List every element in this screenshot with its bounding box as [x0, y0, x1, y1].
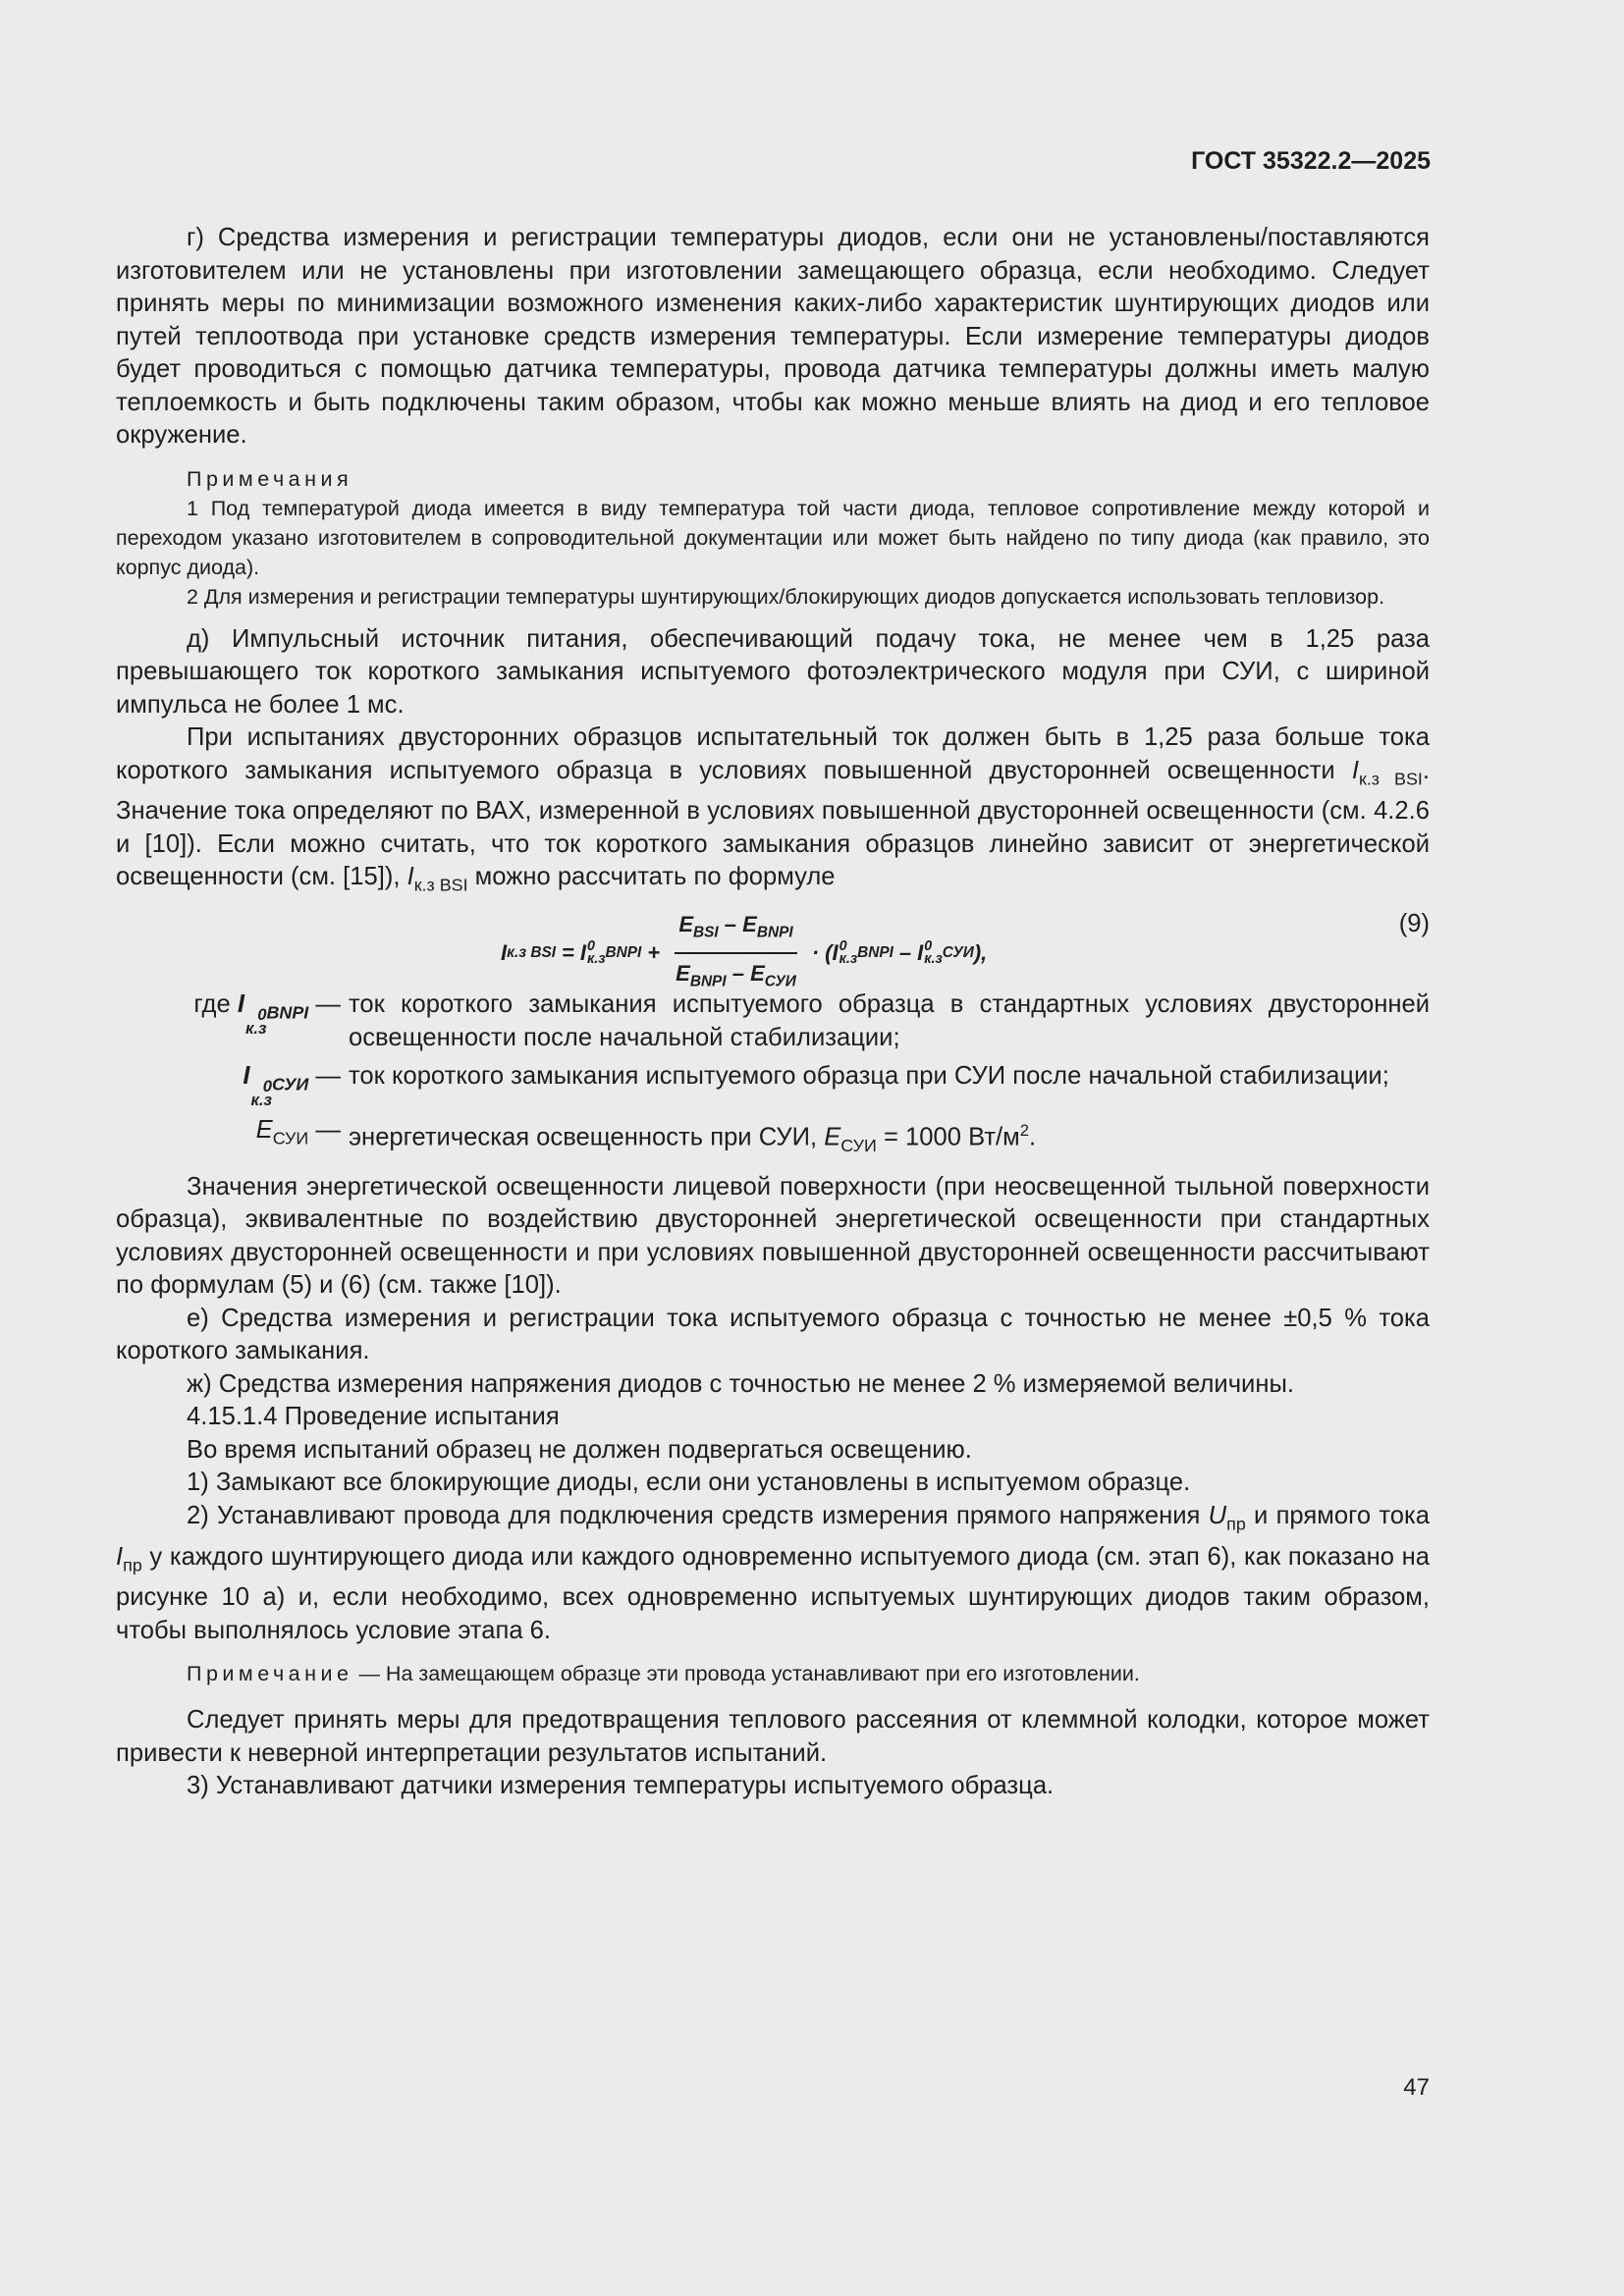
definition-2: I 0 к.з $_{СУИ}$ — ток короткого замыкания испытуемого образца при СУИ после начальной стабилизации; — [243, 1062, 1389, 1110]
paragraph-zh: ж) Средства измерения напряжения диодов с точностью не менее 2 % измеряемой величины. — [187, 1369, 1294, 1398]
notes-title: Примечания — [187, 466, 353, 491]
paragraph-g: г) Средства измерения и регистрации температуры диодов, если они не установлены/поставляются изготовителем или не установлены при изготовлении замещающего образца, если необходимо. Следует принять меры по минимизации возможного изменения каких-либо характеристик шунтирующих диодов или путей теплоотвода при установке средств измерения температуры. Если измерение температуры диодов будет проводиться с помощью датчика температуры, провода датчика температуры должны иметь малую теплоемкость и быть подключены таким образом, чтобы как можно меньше влиять на диод и его тепловое окружение. — [116, 224, 1430, 449]
note-1: 1 Под температурой диода имеется в виду температура той части диода, тепловое сопротивление между которой и переходом указано изготовителем в сопроводительной документации или может быть найдено по типу диода (как правило, это корпус диода). — [116, 496, 1430, 579]
paragraph-no-light: Во время испытаний образец не должен подвергаться освещению. — [187, 1435, 972, 1464]
paragraph-values: Значения энергетической освещенности лицевой поверхности (при неосвещенной тыльной поверхности образца), эквивалентные по воздействию двусторонней энергетической освещенности при стандартных условиях двусторонней освещенности и при условиях повышенной двусторонней освещенности рассчитывают по формулам (5) и (6) (см. также [10]). — [116, 1172, 1430, 1300]
formula-fraction: $\frac{E_{BSI} - E_{BNPI}}{E_{BNPI} - E_{СУИ}}$ — [672, 908, 800, 998]
formula-expression: I к.з BSI = I 0 к.з BNPI + $\frac{E_{BSI} - E_{BNPI}}{E_{BNPI} - E_{СУИ}}$ · ( I 0 к.з BNPI – I 0 к.з СУИ ), — [501, 908, 987, 998]
note-inline: Примечание — На замещающем образце эти провода устанавливают при его изготовлении. — [187, 1662, 1140, 1686]
page-number: 47 — [1403, 2074, 1430, 2101]
step-2: 2) Устанавливают провода для подключения средств измерения прямого напряжения $U_{пр}$ и прямого тока $I_{пр}$ у каждого шунтирующего диода или каждого одновременно испытуемого диода (см. этап 6), как показано на рисунке 10 а) и, если необходимо, всех одновременно испытуемых шунтирующих диодов таким образом, чтобы выполнялось условие этапа 6. — [116, 1501, 1430, 1644]
paragraph-thermal: Следует принять меры для предотвращения теплового рассеяния от клеммной колодки, которое может привести к неверной интерпретации результатов испытаний. — [116, 1706, 1430, 1767]
step-1: 1) Замыкают все блокирующие диоды, если они установлены в испытуемом образце. — [187, 1468, 1191, 1497]
formula-9 — [116, 904, 1430, 990]
paragraph-d: д) Импульсный источник питания, обеспечивающий подачу тока, не менее чем в 1,25 раза превышающего ток короткого замыкания испытуемого фотоэлектрического модуля при СУИ, с шириной импульса не более 1 мс. — [116, 624, 1430, 719]
note-2: 2 Для измерения и регистрации температуры шунтирующих/блокирующих диодов допускается использовать тепловизор. — [187, 584, 1385, 609]
paragraph-e: е) Средства измерения и регистрации тока испытуемого образца с точностью не менее ±0,5 % тока короткого замыкания. — [116, 1304, 1430, 1365]
paragraph-bifacial: При испытаниях двусторонних образцов испытательный ток должен быть в 1,25 раза больше тока короткого замыкания испытуемого образца в условиях повышенной двусторонней освещенности $I_{к.з BSI}$. Значение тока определяют по ВАХ, измеренной в условиях повышенной двусторонней освещенности (см. 4.2.6 и [10]). Если можно считать, что ток короткого замыкания образцов линейно зависит от энергетической освещенности (см. [15]), $I_{к.з BSI}$ можно рассчитать по формуле — [116, 723, 1430, 895]
definition-1: где I 0 к.з $_{BNPI}$ — ток короткого замыкания испытуемого образца в стандартных условиях двусторонней освещенности после начальной стабилизации; — [193, 990, 1430, 1051]
step-3: 3) Устанавливают датчики измерения температуры испытуемого образца. — [187, 1772, 1055, 1800]
section-heading: 4.15.1.4 Проведение испытания — [187, 1403, 560, 1431]
definition-3: $E_{СУИ}$ — энергетическая освещенность при СУИ, $E_{СУИ} = 1000$ $Вт/м^2$. — [255, 1116, 1037, 1156]
document-body — [116, 222, 1430, 1803]
notes-block — [116, 464, 1430, 612]
definitions — [116, 988, 1430, 1163]
equation-number: (9) — [1398, 910, 1430, 938]
document-header: ГОСТ 35322.2—2025 — [1191, 147, 1431, 175]
